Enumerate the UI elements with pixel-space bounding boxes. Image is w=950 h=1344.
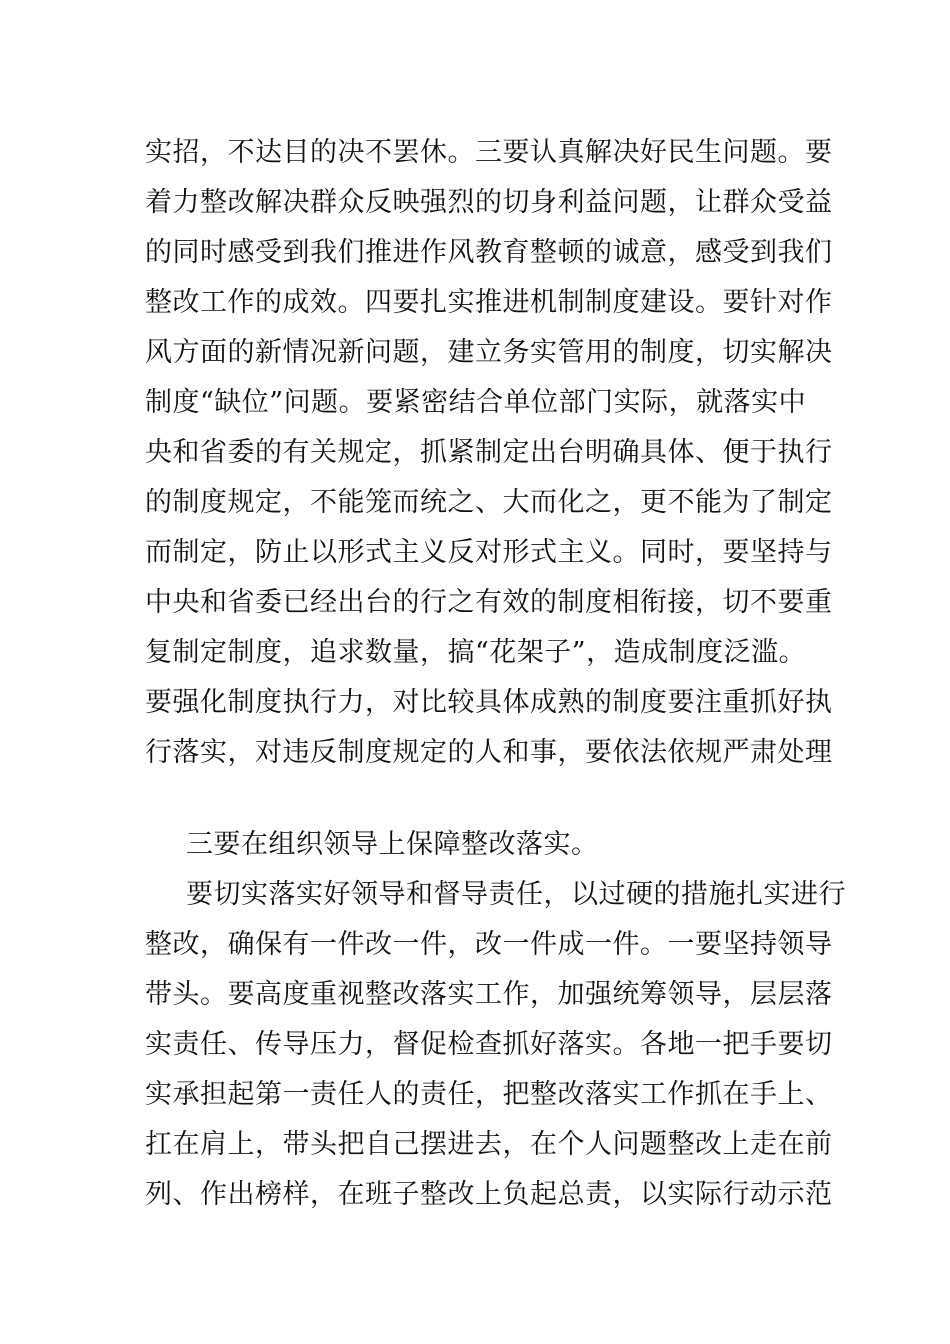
paragraph-line: 而制定，防止以形式主义反对形式主义。同时，要坚持与 [145,537,833,568]
paragraph-line: 复制定制度，追求数量，搞“花架子”，造成制度泛滥。 [145,637,807,668]
paragraph-line: 风方面的新情况新问题，建立务实管用的制度，切实解决 [145,337,833,368]
paragraph-line: 整改工作的成效。四要扎实推进机制制度建设。要针对作 [145,287,833,318]
paragraph-line: 要强化制度执行力，对比较具体成熟的制度要注重抓好执 [145,687,833,718]
paragraph-line: 扛在肩上，带头把自己摆进去，在个人问题整改上走在前 [145,1129,833,1160]
paragraph-line: 行落实，对违反制度规定的人和事，要依法依规严肃处理 [145,737,833,768]
paragraph-line: 的制度规定，不能笼而统之、大而化之，更不能为了制定 [145,487,833,518]
paragraph-line: 实责任、传导压力，督促检查抓好落实。各地一把手要切 [145,1029,833,1060]
paragraph-line: 的同时感受到我们推进作风教育整顿的诚意，感受到我们 [145,237,833,268]
paragraph-line: 中央和省委已经出台的行之有效的制度相衔接，切不要重 [145,587,833,618]
paragraph-line: 整改，确保有一件改一件，改一件成一件。一要坚持领导 [145,929,833,960]
paragraph-line: 列、作出榜样，在班子整改上负起总责，以实际行动示范 [145,1179,833,1210]
section-heading: 三要在组织领导上保障整改落实。 [186,829,599,860]
paragraph-line: 要切实落实好领导和督导责任，以过硬的措施扎实进行 [186,879,846,910]
paragraph-line: 制度“缺位”问题。要紧密结合单位部门实际，就落实中 [145,387,807,418]
paragraph-line: 央和省委的有关规定，抓紧制定出台明确具体、便于执行 [145,437,833,468]
paragraph-line: 带头。要高度重视整改落实工作，加强统筹领导，层层落 [145,979,833,1010]
paragraph-line: 着力整改解决群众反映强烈的切身利益问题，让群众受益 [145,187,833,218]
paragraph-line: 实承担起第一责任人的责任，把整改落实工作抓在手上、 [145,1079,833,1110]
paragraph-line: 实招，不达目的决不罢休。三要认真解决好民生问题。要 [145,137,833,168]
